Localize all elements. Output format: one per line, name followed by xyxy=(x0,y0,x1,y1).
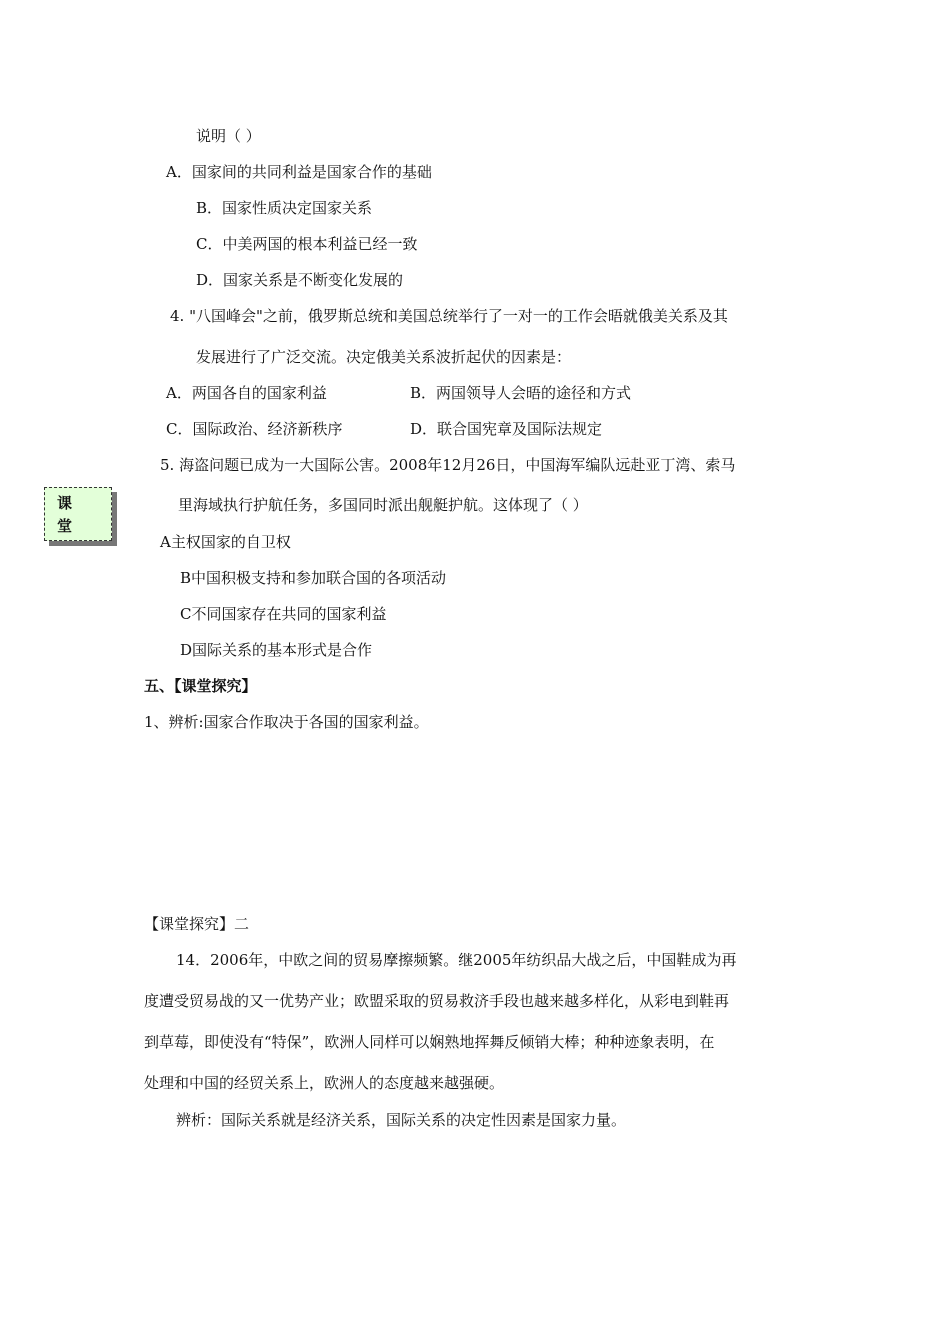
section5-heading: 五、【课堂探究】 xyxy=(144,677,257,695)
q3-option-d: D．国家关系是不断变化发展的 xyxy=(196,271,404,289)
q3-option-a: A．国家间的共同利益是国家合作的基础 xyxy=(166,163,432,181)
q5-option-c: C不同国家存在共同的国家利益 xyxy=(180,605,387,623)
inquiry2-paragraph-line4: 处理和中国的经贸关系上，欧洲人的态度越来越强硬。 xyxy=(144,1074,505,1092)
inquiry2-heading: 【课堂探究】二 xyxy=(144,915,250,933)
q5-stem-line1: 5. 海盗问题已成为一大国际公害。2008年12月26日，中国海军编队远赴亚丁湾、索马 xyxy=(160,456,736,474)
inquiry2-paragraph-line3: 到草莓，即使没有“特保”，欧洲人同样可以娴熟地挥舞反倾销大棒；种种迹象表明，在 xyxy=(144,1033,715,1051)
section5-item1: 1、辨析:国家合作取决于各国的国家利益。 xyxy=(144,713,429,731)
side-label-char-2: 堂 xyxy=(57,517,73,535)
side-label-char-1: 课 xyxy=(57,494,73,512)
q5-option-b: B中国积极支持和参加联合国的各项活动 xyxy=(180,569,447,587)
q5-option-d: D国际关系的基本形式是合作 xyxy=(180,641,373,659)
inquiry2-paragraph-line1: 14．2006年，中欧之间的贸易摩擦频繁。继2005年纺织品大战之后，中国鞋成为再 xyxy=(176,951,737,969)
inquiry2-analysis: 辨析：国际关系就是经济关系，国际关系的决定性因素是国家力量。 xyxy=(176,1111,627,1129)
q4-stem-line2: 发展进行了广泛交流。决定俄美关系波折起伏的因素是： xyxy=(196,348,572,366)
q3-stem-tail: 说明（ ） xyxy=(196,127,261,145)
side-label-box xyxy=(44,487,112,541)
inquiry2-paragraph-line2: 度遭受贸易战的又一优势产业；欧盟采取的贸易救济手段也越来越多样化，从彩电到鞋再 xyxy=(144,992,730,1010)
q4-stem-line1: 4. "八国峰会"之前，俄罗斯总统和美国总统举行了一对一的工作会晤就俄美关系及其 xyxy=(170,307,728,325)
q4-option-c: C．国际政治、经济新秩序 xyxy=(166,420,343,438)
q4-option-a: A．两国各自的国家利益 xyxy=(166,384,327,402)
q5-stem-line2: 里海域执行护航任务，多国同时派出舰艇护航。这体现了（ ） xyxy=(178,496,588,514)
q3-option-b: B．国家性质决定国家关系 xyxy=(196,199,373,217)
q4-option-d: D．联合国宪章及国际法规定 xyxy=(410,420,603,438)
q4-option-b: B．两国领导人会晤的途径和方式 xyxy=(410,384,632,402)
q3-option-c: C．中美两国的根本利益已经一致 xyxy=(196,235,418,253)
q5-option-a: A主权国家的自卫权 xyxy=(160,533,291,551)
